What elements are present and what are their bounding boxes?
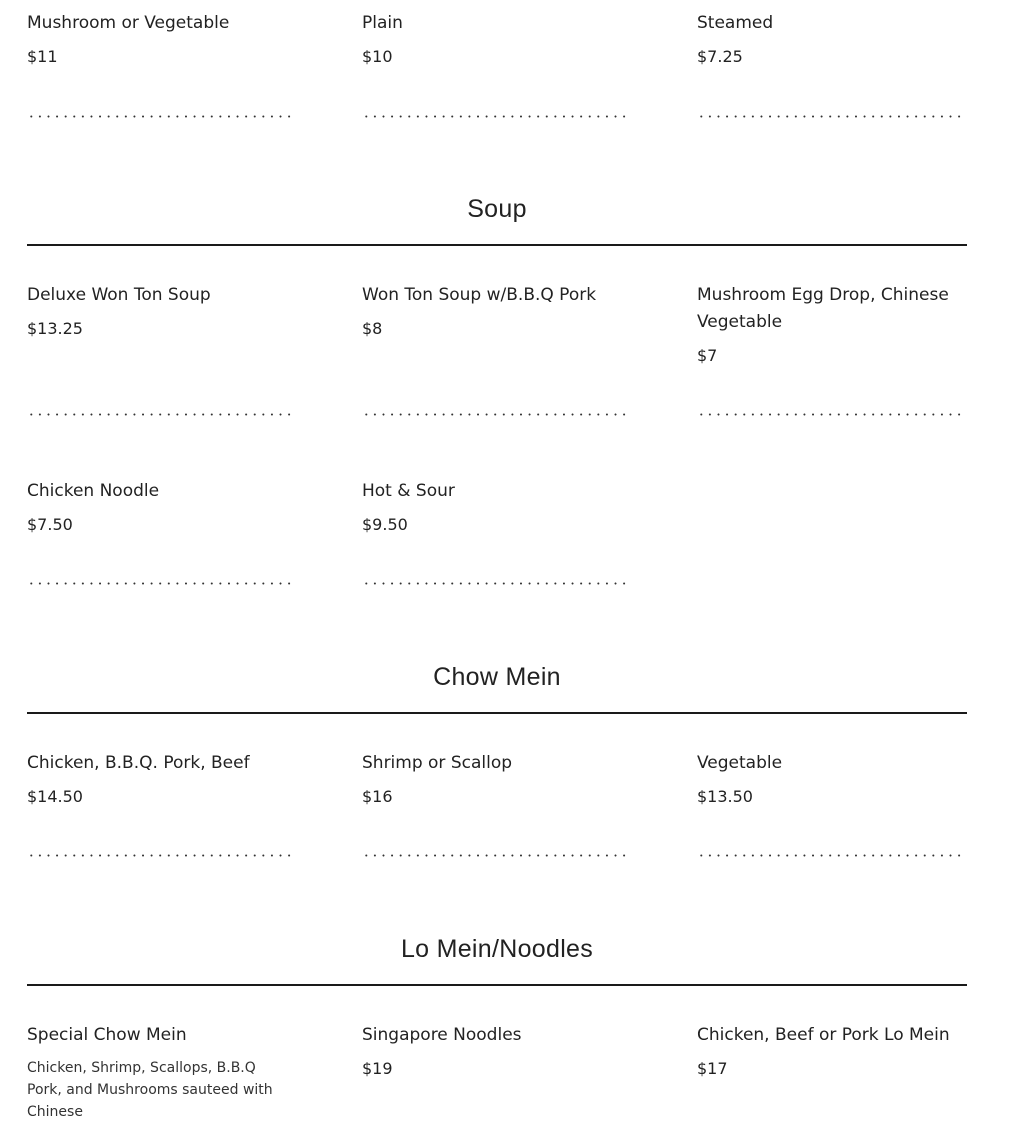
item-name: Mushroom Egg Drop, Chinese Vegetable [697, 285, 949, 332]
section-title-lo-mein: Lo Mein/Noodles [400, 935, 594, 963]
item-price: $8 [362, 319, 383, 338]
menu-item [697, 1017, 967, 1123]
item-price: $13.50 [697, 787, 753, 806]
menu-item [697, 277, 967, 368]
section-divider [27, 244, 967, 246]
item-price: $19 [362, 1059, 393, 1078]
item-price: $10 [362, 47, 393, 66]
item-name: Vegetable [697, 753, 783, 773]
item-name: Chicken Noodle [27, 481, 160, 501]
dotted-divider [27, 413, 295, 416]
menu-row [27, 5, 967, 69]
item-name: Singapore Noodles [362, 1025, 522, 1045]
dotted-divider [697, 115, 965, 118]
dotted-divider [362, 854, 630, 857]
dotted-divider [27, 582, 295, 585]
menu-row [27, 745, 967, 809]
menu-row [27, 1017, 967, 1123]
section-title-chow-mein: Chow Mein [433, 663, 561, 691]
dotted-divider [27, 115, 295, 118]
item-name: Shrimp or Scallop [362, 753, 513, 773]
item-name: Chicken, B.B.Q. Pork, Beef [27, 753, 250, 773]
item-price: $7 [697, 346, 718, 365]
menu-item [362, 745, 697, 809]
menu-item [362, 277, 697, 368]
dotted-divider [697, 854, 965, 857]
menu-item [697, 745, 967, 809]
item-name: Won Ton Soup w/B.B.Q Pork [362, 285, 597, 305]
section-title-soup: Soup [467, 195, 527, 223]
item-price: $7.50 [27, 515, 73, 534]
menu-row [27, 277, 967, 368]
item-name: Chicken, Beef or Pork Lo Mein [697, 1025, 950, 1045]
menu-item [27, 277, 362, 368]
item-name: Deluxe Won Ton Soup [27, 285, 211, 305]
item-price: $13.25 [27, 319, 83, 338]
item-name: Special Chow Mein [27, 1025, 187, 1045]
dotted-divider [362, 413, 630, 416]
menu-item [362, 1017, 697, 1123]
item-price: $9.50 [362, 515, 408, 534]
item-name: Mushroom or Vegetable [27, 13, 230, 33]
item-name: Plain [362, 13, 403, 33]
dotted-divider [362, 582, 630, 585]
menu-item [27, 5, 362, 69]
item-name: Steamed [697, 13, 774, 33]
item-name: Hot & Sour [362, 481, 455, 501]
item-price: $16 [362, 787, 393, 806]
item-price: $7.25 [697, 47, 743, 66]
menu-item [27, 473, 362, 537]
menu-item [362, 5, 697, 69]
dotted-divider [697, 413, 965, 416]
section-divider [27, 984, 967, 986]
menu-item [27, 1017, 362, 1123]
dotted-divider [27, 854, 295, 857]
item-price: $11 [27, 47, 58, 66]
menu-item [27, 745, 362, 809]
menu-item [362, 473, 697, 537]
item-price: $14.50 [27, 787, 83, 806]
menu-item [697, 5, 967, 69]
section-divider [27, 712, 967, 714]
menu-row [27, 473, 967, 537]
item-description: Chicken, Shrimp, Scallops, B.B.Q Pork, and Mushrooms sauteed with Chinese [27, 1060, 273, 1120]
dotted-divider [362, 115, 630, 118]
item-price: $17 [697, 1059, 728, 1078]
